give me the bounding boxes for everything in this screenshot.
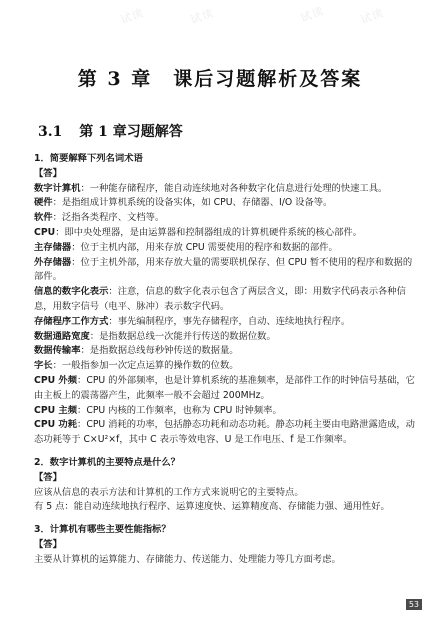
term-definition: [34, 418, 418, 448]
page-number: 53: [406, 599, 422, 610]
term-definition: [34, 404, 418, 419]
term-text: ：是指组成计算机系统的设备实体，如 CPU、存储器、I/O 设备等。: [52, 197, 333, 209]
term-definition: [34, 226, 418, 241]
question-3: 3．计算机有哪些主要性能指标？: [34, 524, 171, 536]
term-text: ：注意，信息的数字化表示包含了两层含义，即：用数字代码表示各种信息，用数字信号（电平、脉冲）表示数字代码。: [34, 286, 406, 312]
term-label: 主存储器: [34, 241, 72, 253]
term-definition: [34, 359, 418, 374]
term-text: ：位于主机内部，用来存放 CPU 需要使用的程序和数据的部件。: [71, 241, 338, 253]
term-label: CPU 主频: [34, 404, 78, 416]
term-definition: [34, 315, 418, 330]
term-definition: [34, 374, 418, 404]
term-definition: [34, 285, 418, 315]
section-number: 3.1: [38, 124, 63, 140]
term-text: ：是指数据总线每秒钟传送的数据量。: [80, 345, 239, 357]
term-label: 信息的数字化表示: [34, 286, 109, 298]
term-text: ：CPU 内核的工作频率，也称为 CPU 时钟频率。: [77, 404, 282, 416]
term-label: 数字计算机: [34, 182, 81, 194]
watermark: 试读: [188, 6, 216, 27]
term-label: 字长: [34, 360, 53, 372]
term-label: 存储程序工作方式: [34, 315, 109, 327]
term-label: 数据传输率: [34, 345, 81, 357]
term-definition: [34, 241, 418, 256]
term-text: ：即中央处理器，是由运算器和控制器组成的计算机硬件系统的核心部件。: [55, 226, 362, 238]
term-label: CPU 功耗: [34, 419, 78, 431]
question-2: 2．数字计算机的主要特点是什么？: [34, 456, 180, 468]
term-text: ：CPU 的外部频率，也是计算机系统的基准频率，是部件工作的时钟信号基础，它由主板上的震荡器产生，此频率一般不会超过 200MHz。: [34, 374, 415, 401]
term-text: ：CPU 消耗的功率，包括静态功耗和动态功耗。静态功耗主要由电路泄露造成，动态功耗等于 C×U²×f，其中 C 表示等效电容、U 是工作电压、f 是工作频率。: [34, 419, 415, 446]
term-definition: [34, 330, 418, 345]
question-1: 1．简要解释下列名词术语: [34, 153, 143, 164]
term-label: 数据通路宽度: [34, 330, 90, 342]
term-label: 软件: [34, 212, 53, 224]
answer-tag-2: 【答】: [34, 471, 62, 483]
term-text: ：泛指各类程序、文档等。: [52, 212, 165, 224]
watermark: 试读: [298, 4, 326, 25]
term-text: ：事先编制程序，事先存储程序，自动、连续地执行程序。: [108, 315, 351, 327]
term-text: ：是指数据总线一次能并行传送的数据位数。: [89, 330, 276, 342]
term-text: ：一种能存储程序，能自动连续地对各种数字化信息进行处理的快速工具。: [80, 182, 388, 194]
term-definition: [34, 256, 418, 286]
term-definition: [34, 196, 418, 211]
answer-content: [34, 150, 418, 568]
watermark: 试读: [358, 6, 386, 27]
chapter-title: 第 3 章 课后习题解析及答案: [77, 68, 363, 90]
section-title: 第 1 章习题解答: [79, 124, 183, 140]
term-label: CPU 外频: [34, 374, 78, 386]
term-label: 硬件: [34, 197, 53, 209]
answer-2-line-1: 应该从信息的表示方法和计算机的工作方式来说明它的主要特点。: [34, 486, 304, 498]
answer-3-line-1: 主要从计算机的运算能力、存储能力、传送能力、处理能力等几方面考虑。: [34, 553, 341, 565]
term-definition: [34, 344, 418, 359]
answer-2-line-2: 有 5 点：能自动连续地执行程序、运算速度快、运算精度高、存储能力强、通用性好。: [34, 501, 390, 513]
term-definition: [34, 182, 418, 197]
answer-tag-3: 【答】: [34, 538, 62, 550]
term-label: 外存储器: [34, 256, 72, 268]
term-text: ：位于主机外部，用来存放大量的需要联机保存、但 CPU 暂不使用的程序和数据的部件。: [34, 256, 413, 283]
term-text: ：一般指参加一次定点运算的操作数的位数。: [52, 360, 239, 372]
answer-tag-1: 【答】: [34, 167, 62, 179]
term-label: CPU: [34, 226, 56, 238]
watermark: 试读: [118, 6, 146, 27]
section-heading: [38, 121, 183, 141]
term-definition: [34, 211, 418, 226]
term-list: [34, 182, 418, 448]
